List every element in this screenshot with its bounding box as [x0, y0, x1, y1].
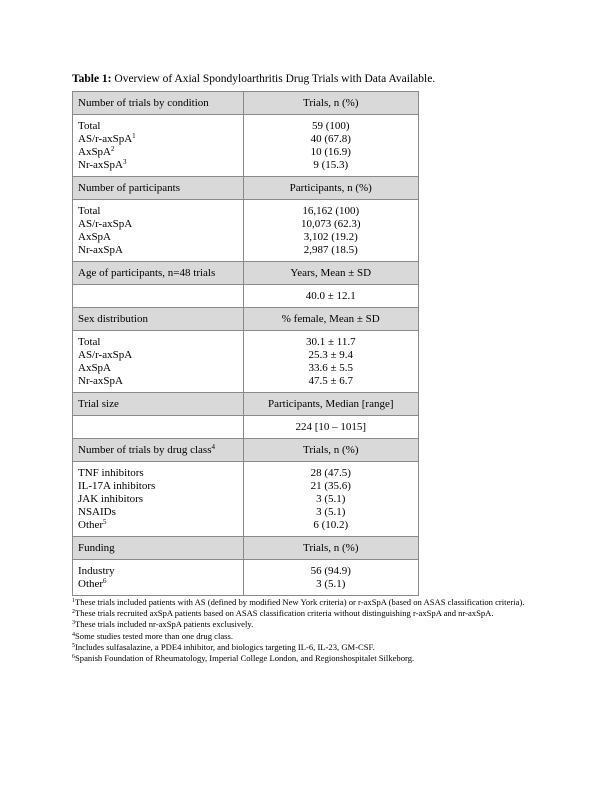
- footnote-mark: 3: [72, 620, 75, 627]
- row-label-text: Total: [78, 120, 101, 132]
- footnote-marker: 3: [123, 158, 127, 166]
- section-header-text: Trial size: [78, 397, 119, 410]
- footnote-marker: 1: [132, 132, 136, 140]
- row-label: [78, 421, 238, 434]
- row-label-text: TNF inhibitors: [78, 467, 144, 479]
- row-value: 33.6 ± 5.5: [308, 362, 354, 374]
- row-label-text: Nr-axSpA: [78, 244, 123, 256]
- row-label-text: Total: [78, 205, 101, 217]
- row-label-text: AS/r-axSpA: [78, 133, 133, 145]
- footnote-marker: 4: [211, 442, 215, 451]
- footnote-mark: 2: [72, 609, 75, 616]
- section-header-text: Age of participants, n=48 trials: [78, 266, 216, 279]
- row-label: [78, 159, 238, 172]
- footnote-mark: 5: [72, 642, 75, 649]
- row-value: 40 (67.8): [310, 133, 351, 145]
- row-label: [78, 578, 238, 591]
- row-values-cell: [243, 285, 418, 308]
- section-body-row: [73, 416, 419, 439]
- footnote-mark: 6: [72, 654, 75, 661]
- row-label-text: AxSpA: [78, 231, 112, 243]
- section-header-text: Number of trials by drug class: [78, 443, 212, 456]
- section-header-unit: % female, Mean ± SD: [243, 308, 418, 331]
- row-values-cell: [243, 416, 418, 439]
- row-label: [78, 467, 238, 480]
- row-value: 10 (16.9): [310, 146, 351, 158]
- row-label: [78, 349, 238, 362]
- footnote-marker: 5: [103, 518, 107, 526]
- row-label-text: AxSpA: [78, 362, 112, 374]
- trials-overview-table: [72, 91, 419, 596]
- row-labels-cell: [73, 331, 244, 393]
- row-label: [78, 218, 238, 231]
- row-value: 40.0 ± 12.1: [305, 290, 356, 302]
- section-header-unit: Years, Mean ± SD: [243, 262, 418, 285]
- footnote: [72, 597, 542, 608]
- section-header-label: [73, 439, 244, 462]
- section-header-label: [73, 177, 244, 200]
- row-value: 56 (94.9): [310, 565, 351, 577]
- row-label-text: Other: [78, 519, 104, 531]
- section-header-row: [73, 92, 419, 115]
- row-label: [78, 362, 238, 375]
- section-header-unit: Participants, Median [range]: [243, 393, 418, 416]
- row-label: [78, 231, 238, 244]
- row-label-text: Nr-axSpA: [78, 159, 123, 171]
- row-labels-cell: [73, 416, 244, 439]
- section-body-row: [73, 462, 419, 537]
- footnote-text: Includes sulfasalazine, a PDE4 inhibitor, and biologics targeting IL-6, IL-23, GM-CSF.: [75, 641, 375, 652]
- row-value: 3 (5.1): [316, 506, 346, 518]
- row-values-cell: [243, 331, 418, 393]
- row-values-cell: [243, 200, 418, 262]
- footnote: [72, 619, 542, 630]
- table-caption-text: Overview of Axial Spondyloarthritis Drug Trials with Data Available.: [111, 73, 436, 85]
- row-value: 28 (47.5): [310, 467, 351, 479]
- section-body-row: [73, 560, 419, 596]
- row-label-text: AS/r-axSpA: [78, 218, 133, 230]
- row-label-text: Other: [78, 578, 104, 590]
- row-label: [78, 336, 238, 349]
- row-label-text: JAK inhibitors: [78, 493, 144, 505]
- footnote-text: These trials recruited axSpA patients based on ASAS classification criteria without distinguishing r-axSpA and nr-axSpA.: [75, 608, 494, 619]
- row-value: 25.3 ± 9.4: [308, 349, 354, 361]
- row-value: 3,102 (19.2): [303, 231, 358, 243]
- section-header-row: [73, 537, 419, 560]
- section-body-row: [73, 285, 419, 308]
- section-header-unit: Trials, n (%): [243, 537, 418, 560]
- footnotes: [72, 597, 542, 664]
- footnote-marker: 2: [111, 145, 115, 153]
- row-value: 30.1 ± 11.7: [305, 336, 356, 348]
- row-label: [78, 480, 238, 493]
- section-header-label: [73, 393, 244, 416]
- row-label-text: Industry: [78, 565, 115, 577]
- footnote: [72, 608, 542, 619]
- section-body-row: [73, 331, 419, 393]
- section-header-unit: Trials, n (%): [243, 439, 418, 462]
- section-header-label: [73, 92, 244, 115]
- table-caption: [72, 73, 435, 85]
- row-label: [78, 565, 238, 578]
- footnote-text: These trials included patients with AS (defined by modified New York criteria) or r-axSpA (based on ASAS classification criteria).: [75, 597, 525, 607]
- row-value: 3 (5.1): [316, 578, 346, 590]
- row-label: [78, 133, 238, 146]
- row-value: 9 (15.3): [313, 159, 349, 171]
- section-header-row: [73, 439, 419, 462]
- footnote-text: Spanish Foundation of Rheumatology, Imperial College London, and Regionshospitalet Silkeborg.: [75, 653, 415, 664]
- footnote-mark: 4: [72, 631, 75, 638]
- section-header-unit: Trials, n (%): [243, 92, 418, 115]
- row-value: 3 (5.1): [316, 493, 346, 505]
- row-label: [78, 205, 238, 218]
- row-value: 59 (100): [311, 120, 350, 132]
- row-label: [78, 146, 238, 159]
- section-body-row: [73, 115, 419, 177]
- section-header-label: [73, 308, 244, 331]
- row-labels-cell: [73, 560, 244, 596]
- footnote-text: These trials included nr-axSpA patients exclusively.: [75, 619, 254, 630]
- row-value: 2,987 (18.5): [303, 244, 358, 256]
- footnote: [72, 653, 542, 664]
- row-label-text: AS/r-axSpA: [78, 349, 133, 361]
- row-label-text: NSAIDs: [78, 506, 116, 518]
- row-value: 6 (10.2): [313, 519, 349, 531]
- row-label: [78, 506, 238, 519]
- section-header-text: Sex distribution: [78, 312, 148, 325]
- row-labels-cell: [73, 115, 244, 177]
- section-header-row: [73, 393, 419, 416]
- section-header-text: Funding: [78, 541, 115, 554]
- footnote-text: Some studies tested more than one drug class.: [75, 630, 233, 641]
- row-label-text: Nr-axSpA: [78, 375, 123, 387]
- section-header-label: [73, 262, 244, 285]
- footnote-mark: 1: [72, 598, 75, 604]
- section-header-row: [73, 308, 419, 331]
- footnote-marker: 6: [103, 577, 107, 585]
- row-value: 47.5 ± 6.7: [308, 375, 354, 387]
- row-values-cell: [243, 560, 418, 596]
- row-value: 21 (35.6): [310, 480, 351, 492]
- row-label: [78, 244, 238, 257]
- row-labels-cell: [73, 462, 244, 537]
- row-value: 10,073 (62.3): [300, 218, 361, 230]
- row-label: [78, 290, 238, 303]
- section-header-row: [73, 177, 419, 200]
- footnote: [72, 642, 542, 653]
- row-values-cell: [243, 115, 418, 177]
- section-body-row: [73, 200, 419, 262]
- row-labels-cell: [73, 285, 244, 308]
- row-values-cell: [243, 462, 418, 537]
- row-label: [78, 519, 238, 532]
- row-label-text: Total: [78, 336, 101, 348]
- row-label-text: IL-17A inhibitors: [78, 480, 156, 492]
- row-label: [78, 375, 238, 388]
- row-value: 224 [10 – 1015]: [295, 421, 367, 433]
- section-header-label: [73, 537, 244, 560]
- section-header-row: [73, 262, 419, 285]
- section-header-unit: Participants, n (%): [243, 177, 418, 200]
- footnote: [72, 631, 542, 642]
- section-header-text: Number of participants: [78, 181, 181, 194]
- row-label: [78, 120, 238, 133]
- row-labels-cell: [73, 200, 244, 262]
- section-header-text: Number of trials by condition: [78, 96, 209, 109]
- row-label-text: AxSpA: [78, 146, 112, 158]
- row-value: 16,162 (100): [302, 205, 360, 217]
- table-caption-label: Table 1:: [72, 73, 112, 85]
- table-body: [73, 92, 419, 596]
- row-label: [78, 493, 238, 506]
